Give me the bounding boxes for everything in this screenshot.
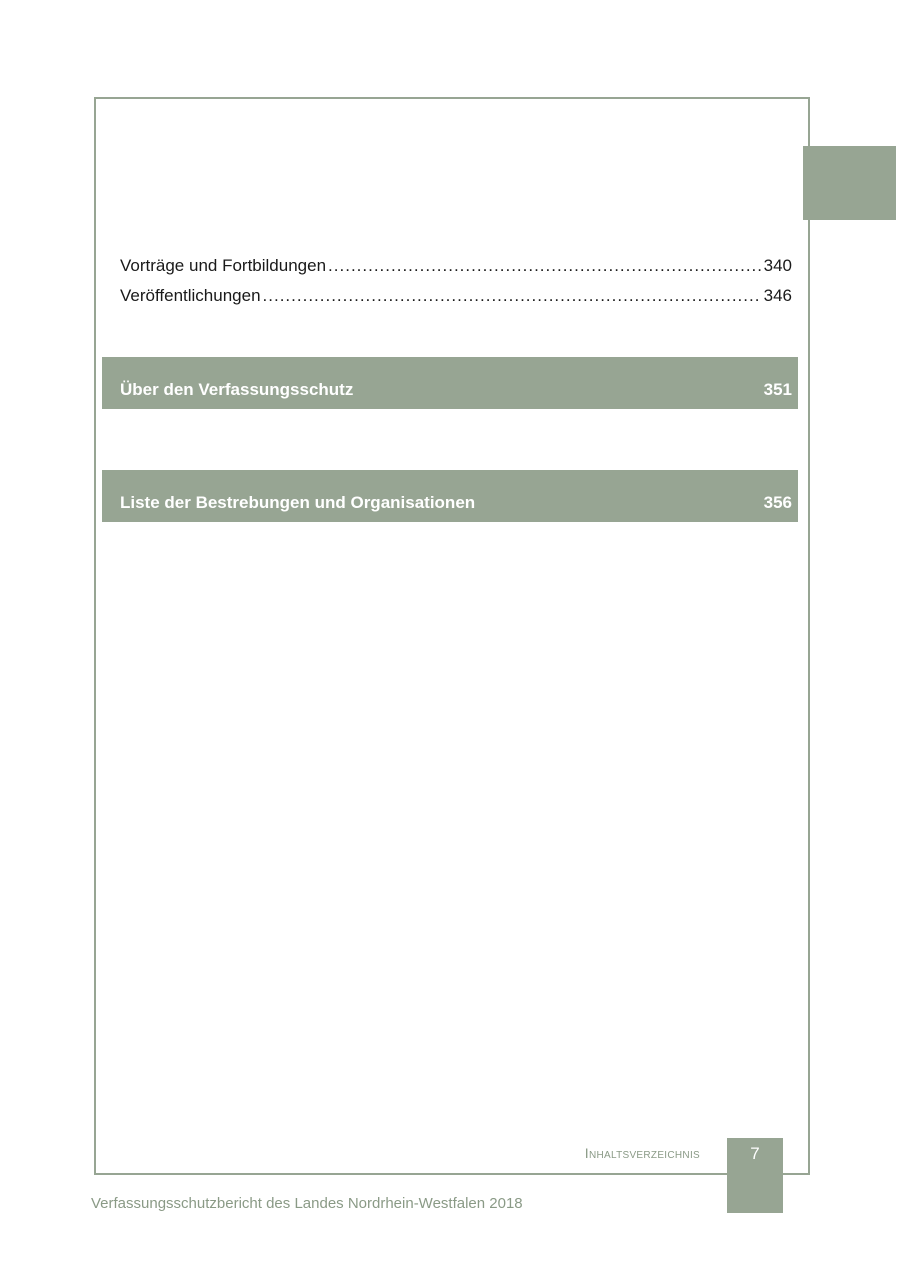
- page-number: 7: [750, 1144, 760, 1163]
- toc-entry[interactable]: [120, 256, 792, 278]
- chapter-tab-marker: [803, 146, 896, 220]
- document-title: Verfassungsschutzbericht des Landes Nordrhein-Westfalen 2018: [91, 1195, 523, 1212]
- toc-entry-label: Vorträge und Fortbildungen: [120, 256, 327, 275]
- toc-section-band[interactable]: [102, 357, 798, 409]
- section-page: 351: [763, 380, 792, 399]
- toc-entry-page: 346: [763, 286, 792, 305]
- running-footer-section: [585, 1145, 700, 1161]
- toc-section-band[interactable]: [102, 470, 798, 522]
- toc-entry-page: 340: [763, 256, 792, 275]
- page-number-box: [727, 1138, 783, 1213]
- section-label: Liste der Bestrebungen und Organisationen: [120, 493, 476, 512]
- dot-leader: [328, 256, 762, 276]
- toc-entry[interactable]: [120, 286, 792, 308]
- toc-entry-label: Veröffentlichungen: [120, 286, 261, 305]
- section-label: Über den Verfassungsschutz: [120, 380, 354, 399]
- section-page: 356: [763, 493, 792, 512]
- footer-section-label: Inhaltsverzeichnis: [584, 1145, 700, 1161]
- dot-leader: [263, 286, 762, 306]
